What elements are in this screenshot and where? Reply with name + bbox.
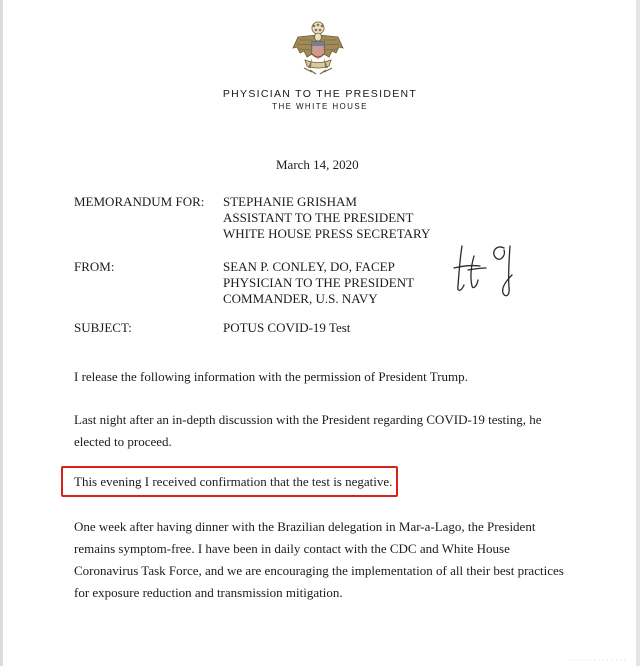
body-paragraph-permission: I release the following information with the permission of President Trump. bbox=[74, 369, 468, 384]
from-sender bbox=[223, 259, 414, 307]
letterhead-subtitle: THE WHITE HOUSE bbox=[272, 102, 368, 111]
subject-label: SUBJECT: bbox=[74, 320, 132, 335]
body-paragraph-discussion: Last night after an in-depth discussion with the President regarding COVID-19 testing, he elected to proceed. bbox=[74, 412, 542, 449]
body-paragraph-followup: One week after having dinner with the Brazilian delegation in Mar-a-Lago, the President remains symptom-free. I have been in daily contact with the CDC and White House Coronavirus Task Force, and we are encouraging the implementation of all their best practices for exposure reduction and transmission mitigation. bbox=[74, 519, 564, 600]
subject-value: POTUS COVID-19 Test bbox=[223, 320, 351, 335]
body-paragraph-result: This evening I received confirmation that the test is negative. bbox=[74, 474, 393, 489]
memorandum-for-recipient bbox=[223, 194, 430, 242]
from-label: FROM: bbox=[74, 259, 115, 274]
sender-rank: COMMANDER, U.S. NAVY bbox=[223, 291, 378, 306]
image-watermark: · · · · · · · · · · · · · · bbox=[568, 657, 626, 664]
recipient-title: ASSISTANT TO THE PRESIDENT bbox=[223, 210, 414, 225]
memorandum-for-label: MEMORANDUM FOR: bbox=[74, 194, 205, 209]
sender-title: PHYSICIAN TO THE PRESIDENT bbox=[223, 275, 415, 290]
red-highlight-box bbox=[61, 466, 398, 497]
memo-date: March 14, 2020 bbox=[276, 157, 359, 172]
recipient-office: WHITE HOUSE PRESS SECRETARY bbox=[223, 226, 431, 241]
handwritten-signature-icon bbox=[450, 238, 530, 302]
recipient-name: STEPHANIE GRISHAM bbox=[223, 194, 357, 209]
letterhead-title: PHYSICIAN TO THE PRESIDENT bbox=[222, 88, 418, 100]
presidential-eagle-seal-icon bbox=[290, 18, 346, 78]
sender-name: SEAN P. CONLEY, DO, FACEP bbox=[223, 259, 395, 274]
